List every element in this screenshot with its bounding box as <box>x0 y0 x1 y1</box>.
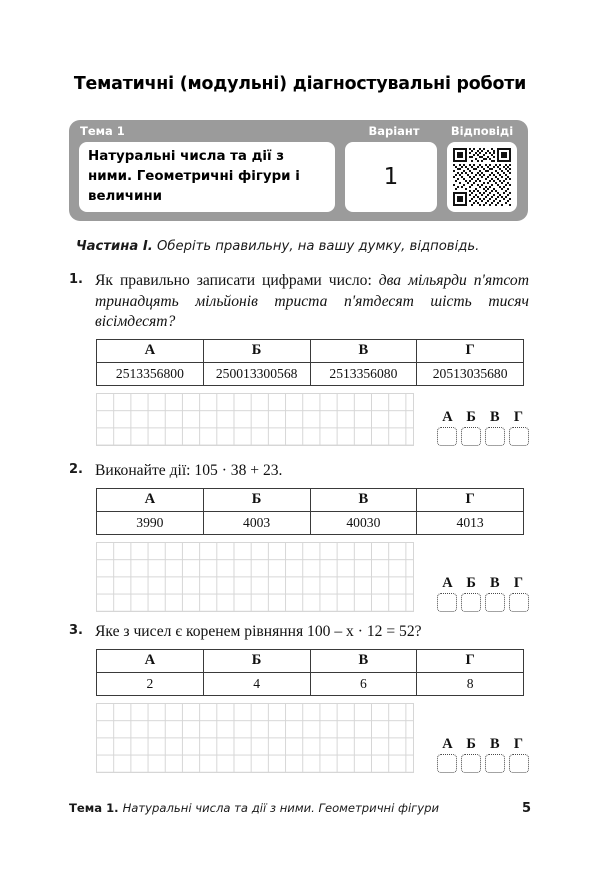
option-letter: Г <box>417 649 524 672</box>
option-letter: А <box>97 649 204 672</box>
answer-letter: В <box>490 408 500 425</box>
answer-checkbox-v[interactable] <box>485 427 505 446</box>
question-3-answer-slot <box>437 736 529 773</box>
question-1-header <box>69 271 529 333</box>
option-letter: В <box>310 339 417 362</box>
variant-label: Варіант <box>368 124 420 138</box>
question-3-number: 3. <box>69 623 83 638</box>
question-1-text-italic: два мільярди п'ятсот тринадцять мільйонів триста п'ятдесят шість тисяч вісімдесят? <box>95 272 529 330</box>
part-instruction-text: Оберіть правильну, на вашу думку, відповідь. <box>156 239 480 254</box>
option-letter: Б <box>203 339 310 362</box>
variant-box <box>345 142 437 212</box>
option-letter: Г <box>417 339 524 362</box>
option-value: 4003 <box>203 511 310 534</box>
answer-letter: А <box>442 735 453 752</box>
question-1-answer-boxes <box>437 427 529 446</box>
option-value: 2 <box>97 672 204 695</box>
question-3-text: Яке з чисел є коренем рівняння 100 – x · 12 = 52? <box>95 623 422 640</box>
qr-code-icon[interactable] <box>453 148 511 206</box>
question-1-number: 1. <box>69 272 83 287</box>
question-2-work-area <box>96 542 529 612</box>
footer-theme-label: Тема 1. <box>69 801 119 815</box>
question-1-text <box>95 271 529 333</box>
question-1-answer-slot <box>437 409 529 446</box>
table-row-letters <box>97 649 524 672</box>
theme-title-box <box>79 142 335 212</box>
answers-label: Відповіді <box>450 124 514 138</box>
question-2-number: 2. <box>69 462 83 477</box>
table-row-letters <box>97 488 524 511</box>
answer-checkbox-a[interactable] <box>437 754 457 773</box>
answer-letter: Б <box>466 735 476 752</box>
question-1-answer-letters <box>437 409 529 426</box>
answer-checkbox-v[interactable] <box>485 754 505 773</box>
option-value: 2513356800 <box>97 362 204 385</box>
theme-title-text: Натуральні числа та дії з ними. Геометричні фігури і величини <box>88 149 300 204</box>
option-value: 6 <box>310 672 417 695</box>
answer-checkbox-b[interactable] <box>461 427 481 446</box>
option-letter: В <box>310 649 417 672</box>
question-2-grid-paper[interactable] <box>96 542 414 612</box>
answer-letter: Б <box>466 574 476 591</box>
answer-letter: В <box>490 574 500 591</box>
answer-letter: А <box>442 574 453 591</box>
question-3-grid-paper[interactable] <box>96 703 414 773</box>
answer-checkbox-v[interactable] <box>485 593 505 612</box>
option-letter: Б <box>203 649 310 672</box>
table-row-letters <box>97 339 524 362</box>
option-value: 2513356080 <box>310 362 417 385</box>
table-row-values <box>97 511 524 534</box>
option-value: 4 <box>203 672 310 695</box>
answer-letter: Г <box>513 408 524 425</box>
answer-checkbox-b[interactable] <box>461 593 481 612</box>
answers-qr-box[interactable] <box>447 142 517 212</box>
answer-letter: Г <box>513 735 524 752</box>
option-letter: В <box>310 488 417 511</box>
option-value: 250013300568 <box>203 362 310 385</box>
option-letter: А <box>97 339 204 362</box>
option-value: 40030 <box>310 511 417 534</box>
answer-checkbox-g[interactable] <box>509 754 529 773</box>
question-2-options-table <box>96 488 524 535</box>
theme-number-label: Тема 1 <box>80 124 125 138</box>
option-value: 3990 <box>97 511 204 534</box>
answer-letter: Б <box>466 408 476 425</box>
answer-checkbox-g[interactable] <box>509 593 529 612</box>
option-value: 8 <box>417 672 524 695</box>
answer-checkbox-b[interactable] <box>461 754 481 773</box>
question-1 <box>69 271 529 446</box>
option-letter: А <box>97 488 204 511</box>
question-2-header <box>69 461 529 482</box>
question-2-answer-slot <box>437 575 529 612</box>
question-2 <box>69 461 529 612</box>
option-value: 20513035680 <box>417 362 524 385</box>
question-1-grid-paper[interactable] <box>96 393 414 446</box>
answer-letter: А <box>442 408 453 425</box>
question-3-work-area <box>96 703 529 773</box>
page-footer <box>69 801 531 816</box>
question-2-answer-boxes <box>437 593 529 612</box>
page-title: Тематичні (модульні) діагностувальні роботи <box>73 74 527 94</box>
option-letter: Г <box>417 488 524 511</box>
question-1-text-plain: Як правильно записати цифрами число: <box>95 272 379 289</box>
theme-header-bar <box>69 120 528 221</box>
option-letter: Б <box>203 488 310 511</box>
table-row-values <box>97 362 524 385</box>
table-row-values <box>97 672 524 695</box>
option-value: 4013 <box>417 511 524 534</box>
answer-letter: В <box>490 735 500 752</box>
part-label: Частина I. <box>76 239 153 254</box>
answer-checkbox-a[interactable] <box>437 593 457 612</box>
question-3-header <box>69 622 529 643</box>
question-3-answer-boxes <box>437 754 529 773</box>
footer-page-number: 5 <box>521 801 531 816</box>
question-2-text: Виконайте дії: 105 · 38 + 23. <box>95 462 283 479</box>
question-1-work-area <box>96 393 529 446</box>
question-3-options-table <box>96 649 524 696</box>
answer-checkbox-a[interactable] <box>437 427 457 446</box>
answer-letter: Г <box>513 574 524 591</box>
question-1-options-table <box>96 339 524 386</box>
part-instruction <box>76 239 479 254</box>
variant-number: 1 <box>383 164 399 190</box>
question-3-answer-letters <box>437 736 529 753</box>
answer-checkbox-g[interactable] <box>509 427 529 446</box>
question-3 <box>69 622 529 773</box>
footer-theme-title: Натуральні числа та дії з ними. Геометричні фігури <box>122 801 440 815</box>
question-2-answer-letters <box>437 575 529 592</box>
